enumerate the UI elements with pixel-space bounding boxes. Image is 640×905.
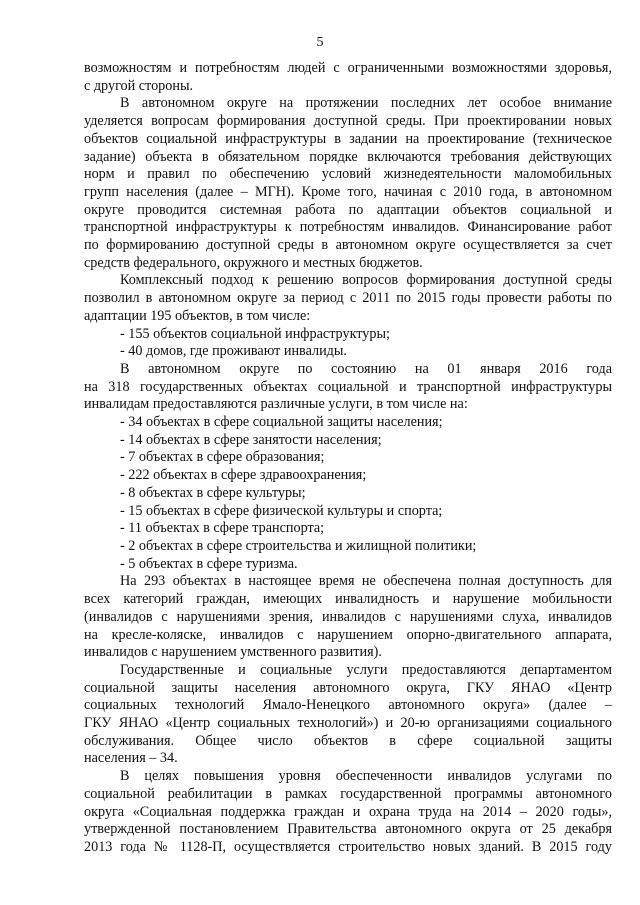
list-item: - 15 объектах в сфере физической культуры и спорта; — [120, 502, 443, 519]
list-item: - 222 объектах в сфере здравоохранения; — [120, 467, 367, 484]
text-line: групп населения (далее – МГН). Кроме того, начиная с 2010 года, в автономном — [84, 183, 612, 200]
list-item: - 155 объектов социальной инфраструктуры; — [120, 325, 390, 342]
text-line: возможностям и потребностям людей с ограниченными возможностями здоровья, — [84, 60, 612, 76]
text-line: На 293 объектах в настоящее время не обеспечена полная доступность для — [120, 573, 612, 590]
text-line: населения – 34. — [84, 750, 178, 767]
list-item: - 7 объектах в сфере образования; — [120, 449, 325, 466]
list-item: - 40 домов, где проживают инвалиды. — [120, 343, 347, 360]
paragraph — [84, 95, 612, 272]
text-line: утвержденной постановлением Правительства автономного округа от 25 декабря — [84, 821, 612, 838]
text-line: транспортной инфраструктуры к потребностям инвалидов. Финансирование работ — [84, 219, 612, 236]
text-line: округе проводится системная работа по адаптации объектов социальной и — [84, 201, 612, 218]
text-line: В автономном округе по состоянию на 01 января 2016 года — [120, 360, 612, 377]
text-line: (инвалидов с нарушениями зрения, инвалидов с нарушениями слуха, инвалидов — [84, 608, 612, 625]
list-item: - 34 объектах в сфере социальной защиты населения; — [120, 414, 443, 431]
text-line: норм и правил по обеспечению условий жизнедеятельности маломобильных — [84, 166, 612, 183]
paragraph — [84, 768, 612, 857]
text-line: обслуживания. Общее число объектов в сфере социальной защиты — [84, 732, 612, 749]
text-line: социальной защиты населения автономного округа, ГКУ ЯНАО «Центр — [84, 679, 612, 696]
text-line: на кресле-коляске, инвалидов с нарушением опорно-двигательного аппарата, — [84, 626, 612, 643]
text-line: В целях повышения уровня обеспеченности инвалидов услугами по — [120, 768, 612, 785]
text-line: уделяется вопросам формирования доступной среды. При проектировании новых — [84, 113, 612, 130]
text-line: средств федерального, окружного и местных бюджетов. — [84, 254, 423, 271]
paragraph — [84, 272, 612, 325]
text-line: В автономном округе на протяжении последних лет особое внимание — [120, 95, 612, 112]
text-line: задание) объекта в обязательном порядке включаются требования действующих — [84, 148, 612, 165]
list-item: - 8 объектах в сфере культуры; — [120, 484, 306, 501]
text-line: на 318 государственных объектах социальной и транспортной инфраструктуры — [84, 378, 612, 395]
paragraph — [84, 573, 612, 662]
text-line: социальных технологий Ямало-Ненецкого автономного округа» (далее – — [84, 697, 612, 714]
bullet-list — [84, 414, 612, 573]
text-line: социальной реабилитации в рамках государственной программы автономного — [84, 785, 612, 802]
paragraph — [84, 662, 612, 768]
list-item: - 11 объектах в сфере транспорта; — [120, 520, 325, 537]
text-line: инвалидам предоставляются различные услуги, в том числе на: — [84, 396, 468, 413]
text-line: Комплексный подход к решению вопросов формирования доступной среды — [120, 272, 612, 289]
bullet-list — [84, 326, 612, 361]
text-line: всех категорий граждан, имеющих инвалидность и нарушение мобильности — [84, 591, 612, 608]
paragraph — [84, 60, 612, 95]
text-line: Государственные и социальные услуги предоставляются департаментом — [120, 661, 612, 678]
page-number: 5 — [316, 35, 324, 50]
document-body — [84, 60, 612, 857]
text-line: адаптации 195 объектов, в том числе: — [84, 307, 311, 324]
text-line: инвалидов с нарушением умственного развития). — [84, 644, 382, 661]
list-item: - 14 объектах в сфере занятости населения; — [120, 431, 382, 448]
text-line: по формированию доступной среды в автономном округе осуществляется за счет — [84, 237, 612, 254]
list-item: - 5 объектах в сфере туризма. — [120, 555, 298, 572]
list-item: - 2 объектах в сфере строительства и жилищной политики; — [120, 537, 477, 554]
text-line: ГКУ ЯНАО «Центр социальных технологий») и 20-ю организациями социального — [84, 715, 612, 732]
paragraph — [84, 361, 612, 414]
text-line: объектов социальной инфраструктуры в задании на проектирование (техническое — [84, 130, 612, 147]
text-line: 2013 года № 1128-П, осуществляется строительство новых зданий. В 2015 году — [84, 838, 612, 855]
text-line: позволил в автономном округе за период с 2011 по 2015 годы провести работы по — [84, 290, 612, 307]
text-line: округа «Социальная поддержка граждан и охрана труда на 2014 – 2020 годы», — [84, 803, 612, 820]
text-line: с другой стороны. — [84, 77, 194, 94]
